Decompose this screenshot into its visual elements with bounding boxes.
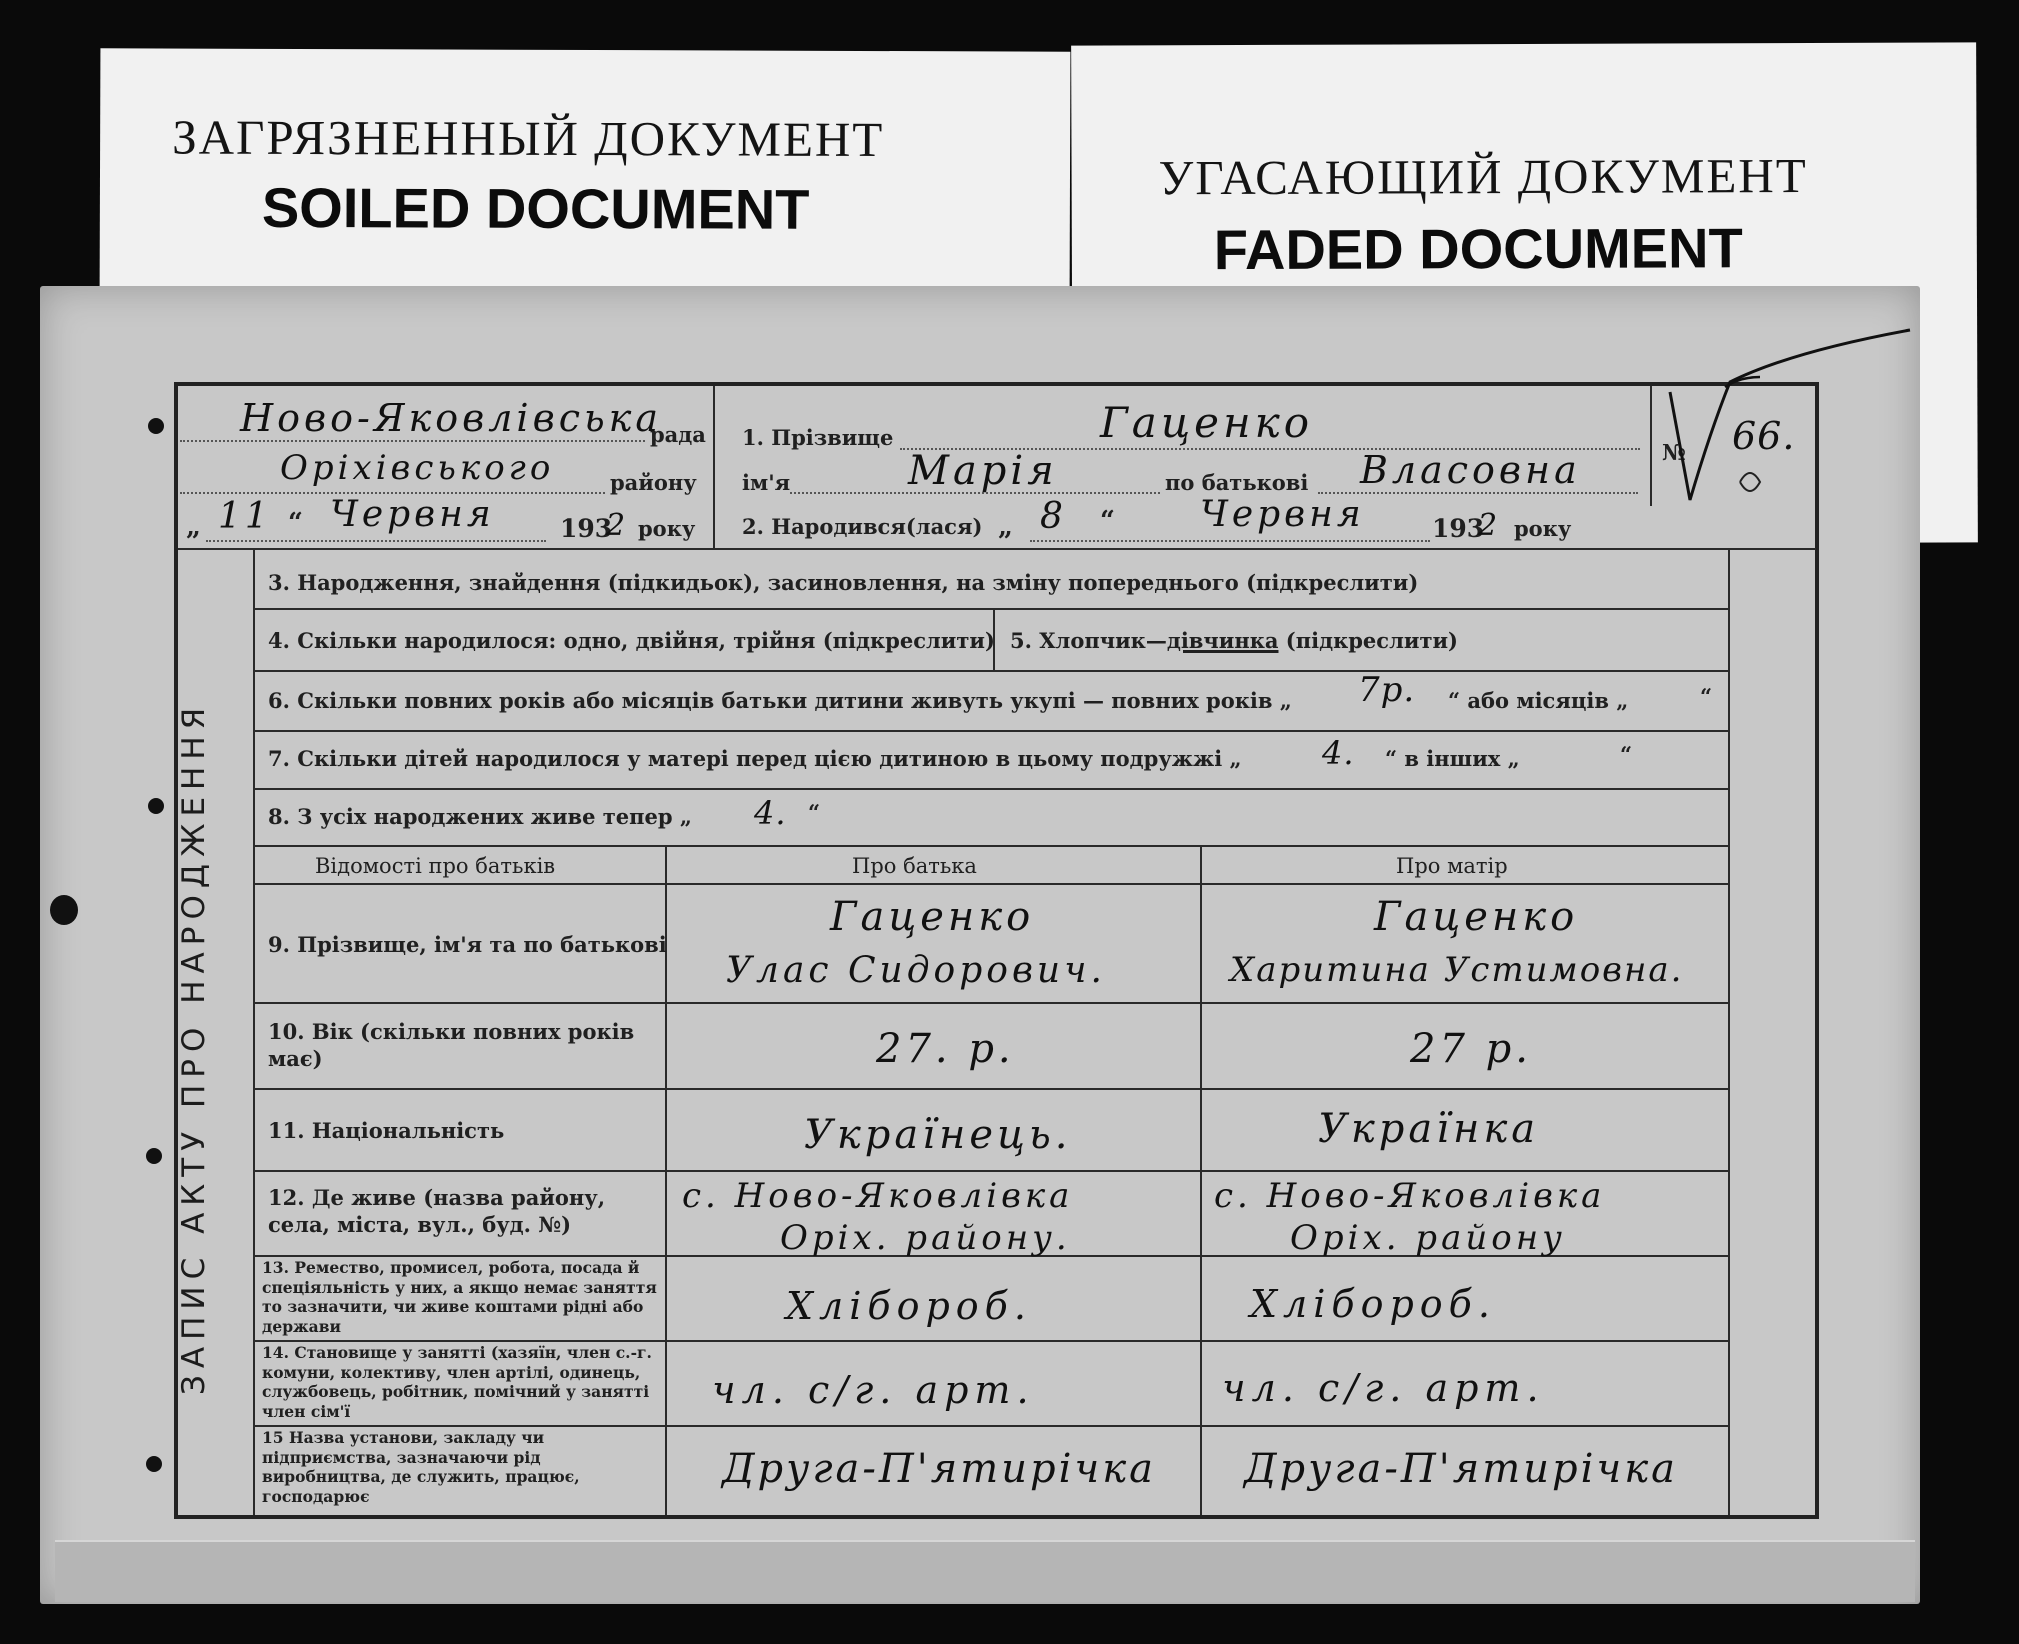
father-nationality: Українець. [804, 1112, 1072, 1158]
row9-label: 9. Прізвище, ім'я та по батькові [268, 932, 667, 957]
father-age: 27. р. [876, 1026, 1015, 1072]
birth-close-quote: “ [1100, 506, 1115, 536]
registration-year-prefix: 193 [560, 514, 613, 543]
name-value: Марія [908, 448, 1058, 494]
table-row-line [253, 1425, 1729, 1427]
date-open-quote: „ [186, 512, 201, 542]
father-residence-district: Оріх. району. [780, 1218, 1071, 1258]
table-row-line [253, 1088, 1729, 1090]
pencil-check-mark [1640, 322, 1930, 542]
card-bottom-edge [55, 1540, 1915, 1602]
mother-occupation: Хлібороб. [1250, 1282, 1496, 1326]
row8-value: 4. [754, 794, 787, 832]
row3-birth-type: 3. Народження, знайдення (підкидьок), засиновлення, на зміну попереднього (підкреслити) [268, 570, 1419, 595]
table-header-mother: Про матір [1396, 854, 1508, 878]
dotted-line [1318, 492, 1638, 494]
soiled-stamp-russian: ЗАГРЯЗНЕННЫЙ ДОКУМЕНТ [172, 109, 885, 168]
date-close-quote: “ [288, 508, 303, 538]
row-line [253, 845, 1729, 847]
surname-label: 1. Прізвище [742, 425, 894, 450]
row7-value: 4. [1322, 734, 1355, 772]
row13-label: 13. Ремество, промисел, робота, посада й спеціяльність у них, а якщо немає заняття то зазначити, чи живе коштами рідні або держави [262, 1258, 657, 1336]
mother-residence-district: Оріх. району [1290, 1218, 1566, 1258]
council-label: рада [650, 422, 706, 447]
birth-year-label: року [1514, 516, 1572, 541]
mother-surname: Гаценко [1374, 894, 1579, 940]
row6-months-label: “ або місяців „ [1448, 688, 1629, 713]
father-surname: Гаценко [830, 894, 1035, 940]
row-line [253, 608, 1729, 610]
registration-year-digit: 2 [606, 508, 626, 543]
birth-day: 8 [1040, 496, 1067, 537]
row-line [253, 788, 1729, 790]
father-name: Улас Сидорович. [726, 950, 1106, 991]
mother-age: 27 р. [1410, 1026, 1532, 1072]
punch-hole [148, 798, 164, 814]
father-position: чл. с/г. арт. [712, 1368, 1035, 1412]
row8-living-now: 8. З усіх народжених живе тепер „ [268, 804, 692, 829]
father-workplace: Друга-П'ятирічка [722, 1446, 1156, 1492]
punch-hole [146, 1456, 162, 1472]
row4-count: 4. Скільки народилося: одно, двійня, трійня (підкреслити) [268, 628, 995, 653]
header-bottom-line [178, 548, 1816, 550]
row5-suffix: (підкреслити) [1278, 628, 1458, 653]
mother-workplace: Друга-П'ятирічка [1244, 1446, 1678, 1492]
father-occupation: Хлібороб. [786, 1284, 1032, 1328]
row12-label: 12. Де живе (назва району, села, міста, вул., буд. №) [268, 1185, 606, 1237]
name-label: ім'я [742, 470, 791, 495]
side-title-divider [253, 548, 255, 1515]
table-header-line [253, 883, 1729, 885]
row11-label: 11. Національність [268, 1118, 505, 1143]
birth-month: Червня [1200, 494, 1365, 535]
district-value: Оріхівського [280, 448, 555, 488]
record-number: 66. [1732, 414, 1796, 458]
right-margin-line [1728, 548, 1730, 1515]
dotted-line [180, 440, 645, 442]
table-row-line [253, 1340, 1729, 1342]
punch-hole-large [50, 895, 78, 925]
row7-end-quote: “ [1620, 742, 1633, 767]
row6-years-together: 6. Скільки повних років або місяців батьки дитини живуть укупі — повних років „ [268, 688, 1292, 713]
row6-years-value: 7р. [1358, 670, 1416, 710]
row5-sex [1010, 628, 1458, 653]
row-line [253, 730, 1729, 732]
soiled-stamp-english: SOILED DOCUMENT [261, 175, 810, 241]
birth-year-digit: 2 [1478, 508, 1498, 543]
mother-position: чл. с/г. арт. [1222, 1366, 1545, 1410]
punch-hole [146, 1148, 162, 1164]
row7-previous-children: 7. Скільки дітей народилося у матері перед цією дитиною в цьому подружжі „ [268, 746, 1242, 771]
dotted-line [206, 540, 546, 542]
mother-name: Харитина Устимовна. [1230, 950, 1684, 990]
registration-day: 11 [218, 496, 272, 537]
birth-year-prefix: 193 [1432, 514, 1485, 543]
row5-girl-underlined: дівчинка [1166, 628, 1279, 653]
table-row-line [253, 1170, 1729, 1172]
patronymic-label: по батькові [1165, 470, 1309, 495]
registration-month: Червня [330, 494, 495, 535]
row-line [253, 670, 1729, 672]
table-row-line [253, 1002, 1729, 1004]
father-residence-village: с. Ново-Яковлівка [682, 1176, 1074, 1216]
mother-residence-village: с. Ново-Яковлівка [1214, 1176, 1606, 1216]
side-title: ЗАПИС АКТУ ПРО НАРОДЖЕННЯ [176, 700, 212, 1395]
header-divider [713, 386, 715, 548]
dotted-line [790, 492, 1160, 494]
mother-nationality: Українка [1318, 1106, 1540, 1152]
row5-prefix: 5. Хлопчик— [1010, 628, 1167, 653]
row6-end-quote: “ [1700, 684, 1713, 709]
birth-open-quote: „ [998, 512, 1013, 542]
table-col-divider [1200, 845, 1202, 1515]
punch-hole [148, 418, 164, 434]
row7-other-label: “ в інших „ [1385, 746, 1520, 771]
number-label: № [1662, 440, 1686, 466]
row8-end-quote: “ [808, 800, 821, 825]
faded-stamp-russian: УГАСАЮЩИЙ ДОКУМЕНТ [1158, 148, 1808, 206]
soiled-document-stamp [100, 48, 1071, 301]
faded-stamp-english: FADED DOCUMENT [1213, 216, 1743, 282]
district-label: району [610, 470, 697, 495]
surname-value: Гаценко [1100, 398, 1314, 447]
table-header-parents: Відомості про батьків [315, 854, 556, 878]
registration-year-label: року [638, 516, 696, 541]
dotted-line [1030, 540, 1430, 542]
table-header-father: Про батька [852, 854, 977, 878]
birth-label: 2. Народився(лася) [742, 514, 983, 539]
row15-label: 15 Назва установи, закладу чи підприємства, зазначаючи рід виробництва, де служить, працює, господарює [262, 1428, 580, 1506]
row14-label: 14. Становище у занятті (хазяїн, член с.-г. комуни, колективу, член артілі, одинець, службовець, робітник, помічний у занятті член сім'ї [262, 1343, 652, 1421]
council-value: Ново-Яковлівська [240, 396, 663, 440]
row10-label: 10. Вік (скільки повних років має) [268, 1019, 635, 1071]
patronymic-value: Власовна [1360, 448, 1581, 492]
